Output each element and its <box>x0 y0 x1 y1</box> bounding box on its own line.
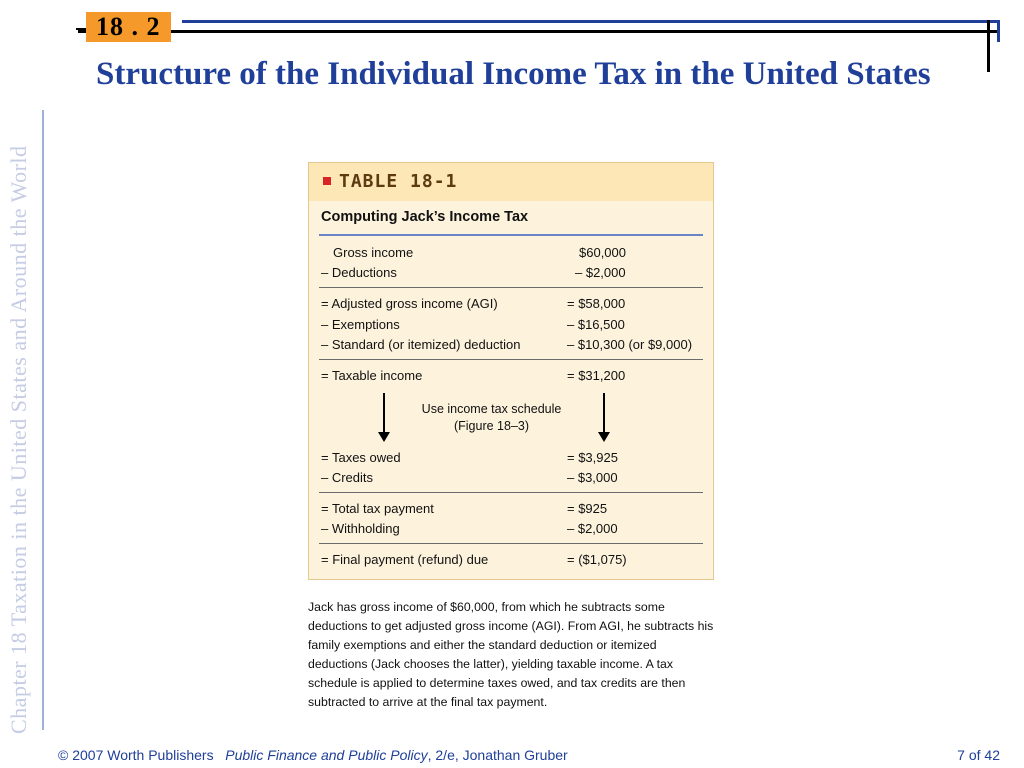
schedule-note-line2: (Figure 18–3) <box>453 419 530 433</box>
row-value: – $2,000 <box>567 521 618 536</box>
table-title-rule <box>319 234 703 236</box>
row-value: = $925 <box>567 501 608 516</box>
header-rule-right <box>987 20 990 72</box>
row-value: – $16,500 <box>567 317 625 332</box>
side-divider <box>42 110 44 730</box>
row-label: = Final payment (refund) due <box>321 552 489 567</box>
row-label: – Deductions <box>321 265 397 280</box>
row-label: = Adjusted gross income (AGI) <box>321 296 498 311</box>
red-square-icon <box>323 177 331 185</box>
row-label: = Taxes owed <box>321 450 401 465</box>
footer-credit <box>58 747 568 763</box>
page-number: 7 of 42 <box>957 747 1000 763</box>
row-value: – $2,000 <box>575 265 626 280</box>
slide-title: Structure of the Individual Income Tax in the United States <box>96 56 931 92</box>
section-number: 18 . 2 <box>86 12 171 42</box>
table-label: TABLE 18-1 <box>339 171 458 192</box>
header-rule-right-blue <box>997 20 1000 42</box>
table-header-band <box>309 163 713 201</box>
schedule-note <box>409 401 574 435</box>
header-rule-black <box>78 30 1000 33</box>
footer-edition-author: , 2/e, Jonathan Gruber <box>427 747 568 763</box>
group-separator <box>319 543 703 544</box>
group-separator <box>319 287 703 288</box>
footer-book-title: Public Finance and Public Policy <box>225 747 428 763</box>
down-arrow-icon <box>383 393 385 433</box>
group-separator <box>319 492 703 493</box>
table-caption: Jack has gross income of $60,000, from which he subtracts some deductions to get adjusted gross income (AGI). From AGI, he subtracts his family exemptions and either the standard deduction or itemized deductions (Jack chooses the latter), yielding taxable income. A tax schedule is applied to determine taxes owed, and tax credits are then subtracted to arrive at the final tax payment. <box>308 600 714 709</box>
row-label: = Total tax payment <box>321 501 434 516</box>
down-arrow-icon <box>603 393 605 433</box>
row-label: – Withholding <box>321 521 400 536</box>
row-label: = Taxable income <box>321 368 423 383</box>
row-value: = $3,925 <box>567 450 618 465</box>
row-value: = $31,200 <box>567 368 626 383</box>
row-label: Gross income <box>333 245 414 260</box>
row-value: = $58,000 <box>567 296 626 311</box>
table-title: Computing Jack’s Income Tax <box>321 209 529 225</box>
table-18-1 <box>308 162 714 580</box>
row-value: – $10,300 (or $9,000) <box>567 337 693 352</box>
row-value: $60,000 <box>579 245 626 260</box>
row-label: – Standard (or itemized) deduction <box>321 337 521 352</box>
group-separator <box>319 359 703 360</box>
row-label: – Credits <box>321 470 374 485</box>
row-label: – Exemptions <box>321 317 400 332</box>
header-rule-blue <box>182 20 1000 23</box>
footer-copyright: © 2007 Worth Publishers <box>58 747 214 763</box>
chapter-side-text: Chapter 18 Taxation in the United States and Around the World <box>6 145 31 734</box>
schedule-note-line1: Use income tax schedule <box>421 402 562 416</box>
row-value: – $3,000 <box>567 470 618 485</box>
row-value: = ($1,075) <box>567 552 627 567</box>
